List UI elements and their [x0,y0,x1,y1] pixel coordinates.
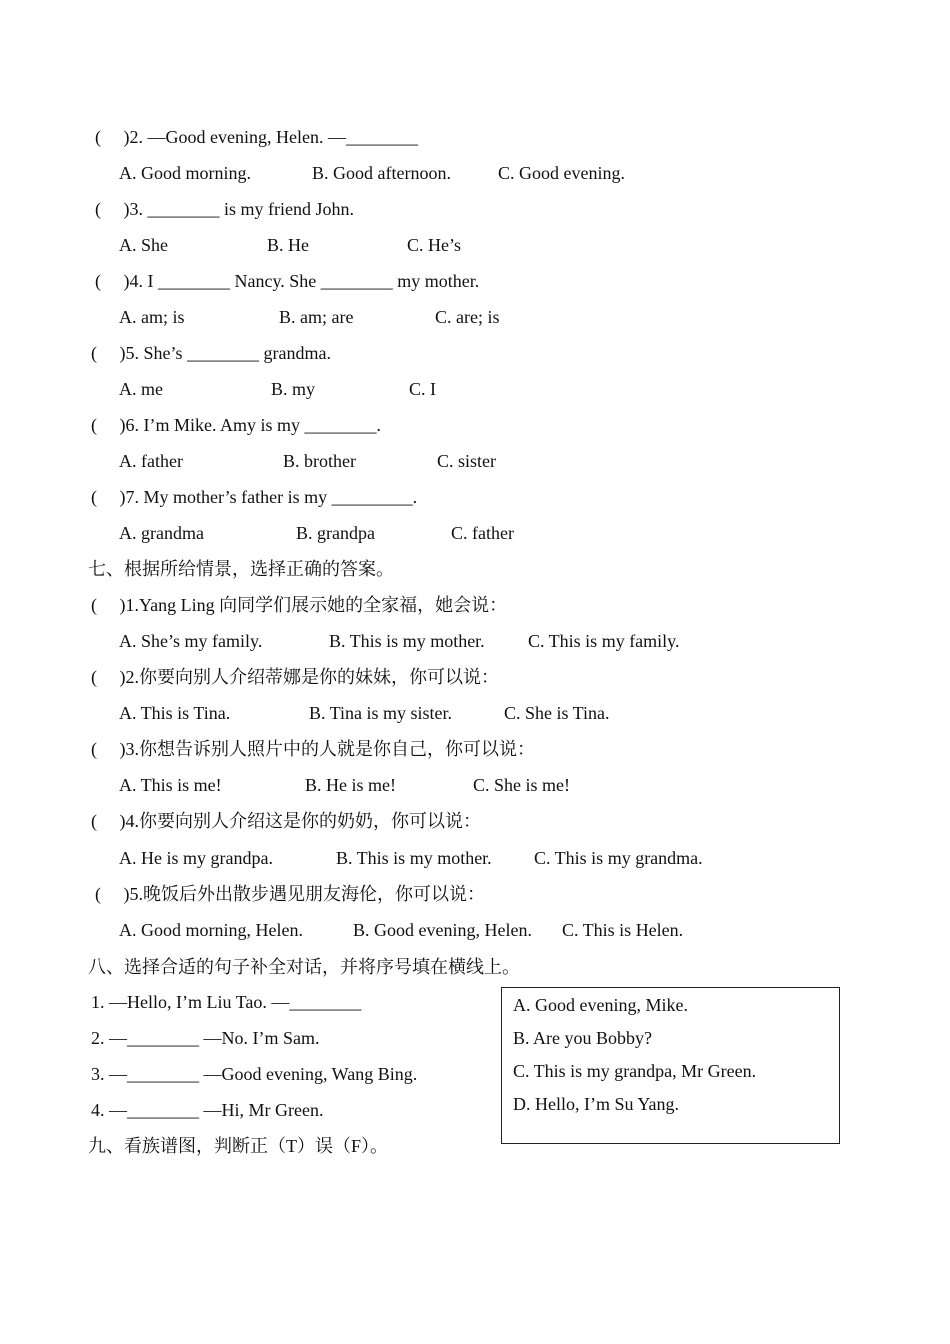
dialogue-4: 4. —________ —Hi, Mr Green. [91,1100,324,1120]
question-7-1-option-b: B. This is my mother. [329,631,485,651]
question-7-5-option-a: A. Good morning, Helen. [119,920,303,940]
question-7-5-option-b: B. Good evening, Helen. [353,920,532,940]
question-7-3-stem: ( )3.你想告诉别人照片中的人就是你自己，你可以说： [91,739,535,759]
question-7-1-option-c: C. This is my family. [528,631,680,651]
question-6-2-option-a: A. Good morning. [119,163,251,183]
question-7-4-option-a: A. He is my grandpa. [119,848,273,868]
section-7-heading: 七、根据所给情景，选择正确的答案。 [88,559,394,579]
question-7-2-option-a: A. This is Tina. [119,703,231,723]
question-6-7-option-c: C. father [451,523,514,543]
question-6-3-stem: ( )3. ________ is my friend John. [95,199,354,219]
question-6-2-stem: ( )2. —Good evening, Helen. —________ [95,127,418,147]
sentence-option-a: A. Good evening, Mike. [513,995,688,1015]
question-6-4-option-c: C. are; is [435,307,500,327]
question-6-6-option-c: C. sister [437,451,497,471]
question-6-3-option-a: A. She [119,235,168,255]
question-7-4-option-c: C. This is my grandma. [534,848,703,868]
question-7-2-option-b: B. Tina is my sister. [309,703,453,723]
question-6-5-stem: ( )5. She’s ________ grandma. [91,343,331,363]
question-7-2-stem: ( )2.你要向别人介绍蒂娜是你的妹妹，你可以说： [91,667,499,687]
question-6-7-option-a: A. grandma [119,523,204,543]
question-6-2-option-c: C. Good evening. [498,163,625,183]
question-7-5-option-c: C. This is Helen. [562,920,684,940]
question-7-3-option-b: B. He is me! [305,775,396,795]
sentence-option-c: C. This is my grandpa, Mr Green. [513,1061,757,1081]
question-7-3-option-a: A. This is me! [119,775,222,795]
dialogue-1: 1. —Hello, I’m Liu Tao. —________ [91,992,362,1012]
question-6-7-option-b: B. grandpa [296,523,375,543]
dialogue-2: 2. —________ —No. I’m Sam. [91,1028,320,1048]
question-6-3-option-c: C. He’s [407,235,461,255]
sentence-option-d: D. Hello, I’m Su Yang. [513,1094,680,1114]
section-9-heading: 九、看族谱图，判断正（T）误（F）。 [88,1136,389,1156]
question-6-5-option-c: C. I [409,379,436,399]
question-6-4-option-a: A. am; is [119,307,185,327]
question-6-4-stem: ( )4. I ________ Nancy. She ________ my mother. [95,271,480,291]
sentence-option-b: B. Are you Bobby? [513,1028,652,1048]
question-7-3-option-c: C. She is me! [473,775,570,795]
question-7-4-stem: ( )4.你要向别人介绍这是你的奶奶，你可以说： [91,811,481,831]
question-6-3-option-b: B. He [267,235,309,255]
question-6-7-stem: ( )7. My mother’s father is my _________. [91,487,418,507]
section-8-heading: 八、选择合适的句子补全对话，并将序号填在横线上。 [88,957,520,977]
question-6-6-stem: ( )6. I’m Mike. Amy is my ________. [91,415,381,435]
question-6-6-option-a: A. father [119,451,183,471]
question-7-4-option-b: B. This is my mother. [336,848,492,868]
question-6-6-option-b: B. brother [283,451,356,471]
question-7-1-option-a: A. She’s my family. [119,631,263,651]
question-6-2-option-b: B. Good afternoon. [312,163,451,183]
question-7-5-stem: ( )5.晚饭后外出散步遇见朋友海伦，你可以说： [95,884,485,904]
question-6-5-option-b: B. my [271,379,316,399]
question-6-4-option-b: B. am; are [279,307,354,327]
question-6-5-option-a: A. me [119,379,163,399]
question-7-2-option-c: C. She is Tina. [504,703,610,723]
question-7-1-stem: ( )1.Yang Ling 向同学们展示她的全家福，她会说： [91,595,508,615]
dialogue-3: 3. —________ —Good evening, Wang Bing. [91,1064,418,1084]
